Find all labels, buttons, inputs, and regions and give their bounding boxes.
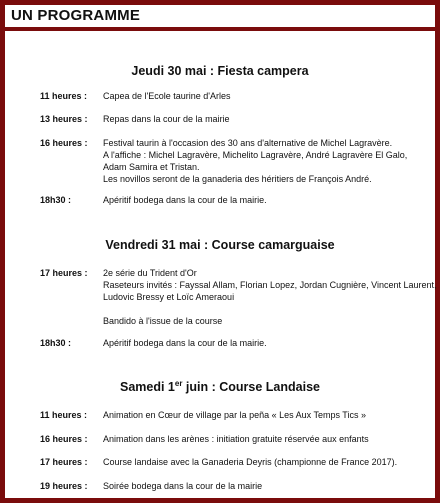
event-line: 2e série du Trident d'Or — [103, 268, 197, 278]
event-description — [103, 456, 423, 468]
event-description — [103, 337, 423, 349]
event-time: 16 heures : — [40, 138, 88, 148]
event-time: 19 heures : — [40, 481, 88, 491]
event-line: Apéritif bodega dans la cour de la mairie. — [103, 195, 267, 205]
event-time: 11 heures : — [40, 410, 88, 420]
event-line: Adam Samira et Tristan. — [103, 162, 200, 172]
event-description — [103, 267, 437, 327]
event-line: Animation en Cœur de village par la peña « Les Aux Temps Tics » — [103, 410, 366, 420]
event-description — [103, 433, 423, 445]
header — [5, 5, 435, 27]
event-line — [103, 303, 423, 315]
event-line: Capea de l'Ecole taurine d'Arles — [103, 91, 231, 101]
event-line: Raseteurs invités : Fayssal Allam, Florian Lopez, Jordan Cugnière, Vincent Laurent, — [103, 280, 437, 290]
event-time: 17 heures : — [40, 457, 88, 467]
event-time: 11 heures : — [40, 91, 88, 101]
event-time: 18h30 : — [40, 338, 72, 348]
header-divider — [5, 27, 435, 31]
event-time: 18h30 : — [40, 195, 72, 205]
event-description — [103, 113, 423, 125]
event-line: Ludovic Bressy et Loïc Ameraoui — [103, 292, 235, 302]
event-description — [103, 194, 423, 206]
event-line: Animation dans les arènes : initiation gratuite réservée aux enfants — [103, 434, 369, 444]
event-line: Festival taurin à l'occasion des 30 ans d'alternative de Michel Lagravère. — [103, 138, 393, 148]
event-line: Bandido à l'issue de la course — [103, 316, 223, 326]
event-line: Repas dans la cour de la mairie — [103, 114, 230, 124]
event-time: 17 heures : — [40, 268, 88, 278]
page-title: UN PROGRAMME — [11, 7, 141, 24]
event-description — [103, 480, 423, 492]
event-line: Apéritif bodega dans la cour de la mairie. — [103, 338, 267, 348]
event-line: Les novillos seront de la ganaderia des héritiers de François André. — [103, 174, 372, 184]
event-time: 13 heures : — [40, 114, 88, 124]
day-title-jeudi: Jeudi 30 mai : Fiesta campera — [131, 64, 309, 78]
event-line: A l'affiche : Michel Lagravère, Michelito Lagravère, André Lagravère El Galo, — [103, 150, 408, 160]
event-line: Soirée bodega dans la cour de la mairie — [103, 481, 263, 491]
event-description — [103, 137, 423, 185]
event-line: Course landaise avec la Ganaderia Deyris (championne de France 2017). — [103, 457, 398, 467]
event-time: 16 heures : — [40, 434, 88, 444]
event-description — [103, 90, 423, 102]
event-description — [103, 409, 423, 421]
day-title-samedi: Samedi 1er juin : Course Landaise — [120, 378, 320, 394]
day-title-vendredi: Vendredi 31 mai : Course camarguaise — [105, 238, 335, 252]
